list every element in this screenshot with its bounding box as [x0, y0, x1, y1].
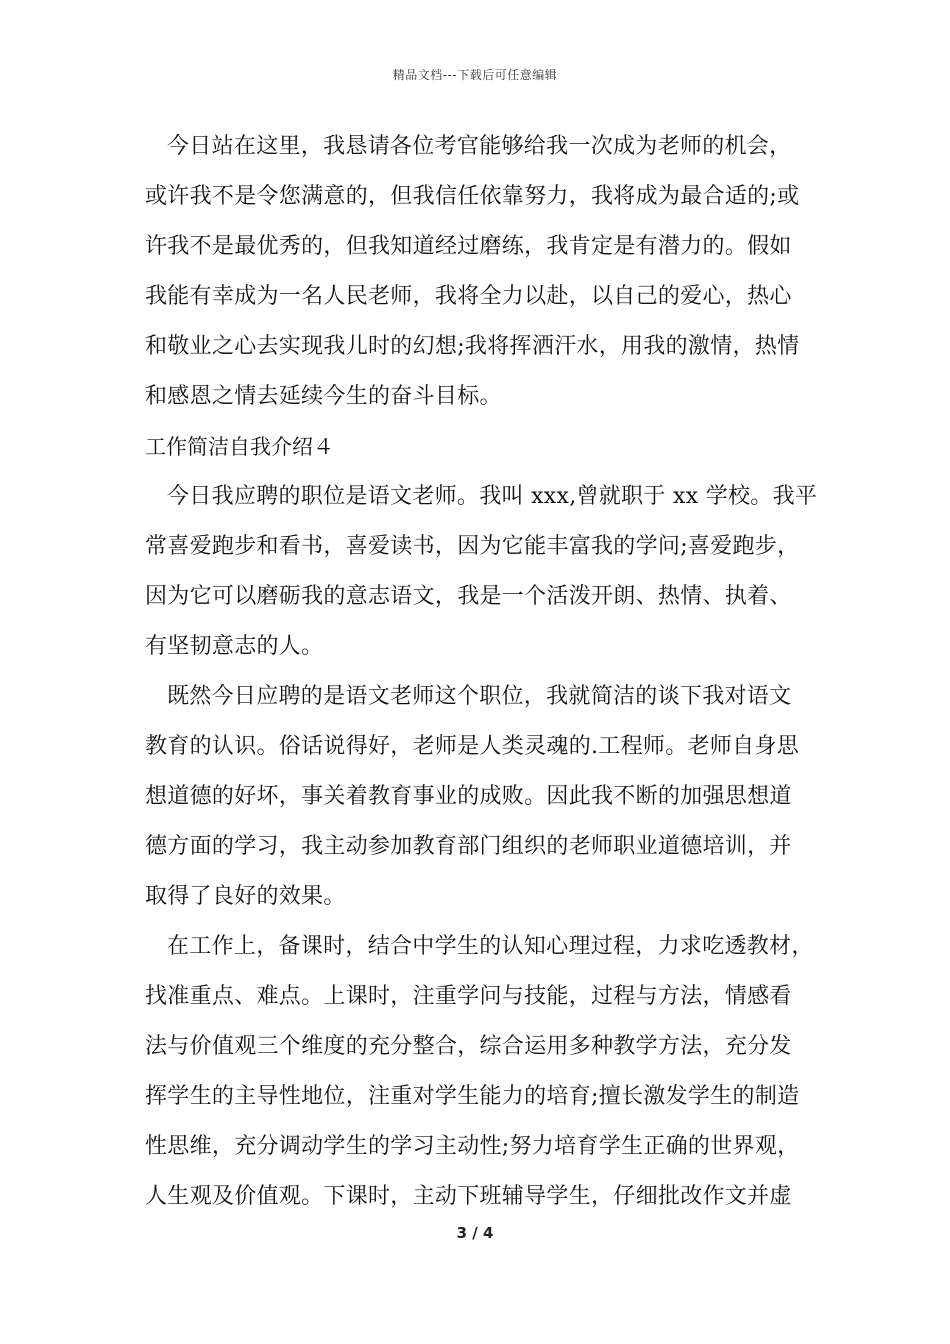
text-line: 法与价值观三个维度的充分整合，综合运用多种教学方法，充分发 [145, 1034, 792, 1059]
text-line: 德方面的学习，我主动参加教育部门组织的老师职业道德培训，并 [145, 834, 792, 859]
text-line: 或许我不是令您满意的，但我信任依靠努力，我将成为最合适的;或 [145, 184, 800, 209]
text-line: 想道德的好坏，事关着教育事业的成败。因此我不断的加强思想道 [145, 784, 792, 809]
text-line: 许我不是最优秀的，但我知道经过磨练，我肯定是有潜力的。假如 [145, 234, 792, 259]
text-line: 性思维，充分调动学生的学习主动性;努力培育学生正确的世界观， [145, 1134, 800, 1159]
section-heading: 工作简洁自我介绍４ [145, 435, 334, 459]
text-line: 取得了良好的效果。 [145, 884, 346, 909]
text-line: 和敬业之心去实现我儿时的幻想;我将挥洒汗水，用我的激情，热情 [145, 334, 800, 359]
text-line: 人生观及价值观。下课时，主动下班辅导学生，仔细批改作文并虚 [145, 1184, 792, 1209]
paragraph [145, 922, 814, 1222]
page-number: 3 / 4 [456, 1224, 494, 1242]
text-line: 挥学生的主导性地位，注重对学生能力的培育;擅长激发学生的制造 [145, 1084, 800, 1109]
page-header: 精品文档---下载后可任意编辑 [392, 68, 558, 82]
paragraph [145, 472, 818, 672]
text-line: 今日我应聘的职位是语文老师。我叫 xxx,曾就职于 xx 学校。我平 [167, 484, 818, 509]
text-line: 常喜爱跑步和看书，喜爱读书，因为它能丰富我的学问;喜爱跑步， [145, 534, 800, 559]
paragraph [145, 122, 811, 422]
text-line: 今日站在这里，我恳请各位考官能够给我一次成为老师的机会， [167, 134, 792, 159]
text-line: 我能有幸成为一名人民老师，我将全力以赴，以自己的爱心，热心 [145, 284, 792, 309]
text-line: 在工作上，备课时，结合中学生的认知心理过程，力求吃透教材， [167, 934, 814, 959]
text-line: 和感恩之情去延续今生的奋斗目标。 [145, 384, 502, 409]
paragraph [145, 672, 811, 922]
text-line: 既然今日应聘的是语文老师这个职位，我就简洁的谈下我对语文 [167, 684, 792, 709]
document-body [145, 122, 818, 1222]
text-line: 有坚韧意志的人。 [145, 634, 324, 659]
text-line: 找准重点、难点。上课时，注重学问与技能，过程与方法，情感看 [145, 984, 792, 1009]
text-line: 教育的认识。俗话说得好，老师是人类灵魂的.工程师。老师自身思 [145, 734, 799, 759]
text-line: 因为它可以磨砺我的意志语文，我是一个活泼开朗、热情、执着、 [145, 584, 792, 609]
